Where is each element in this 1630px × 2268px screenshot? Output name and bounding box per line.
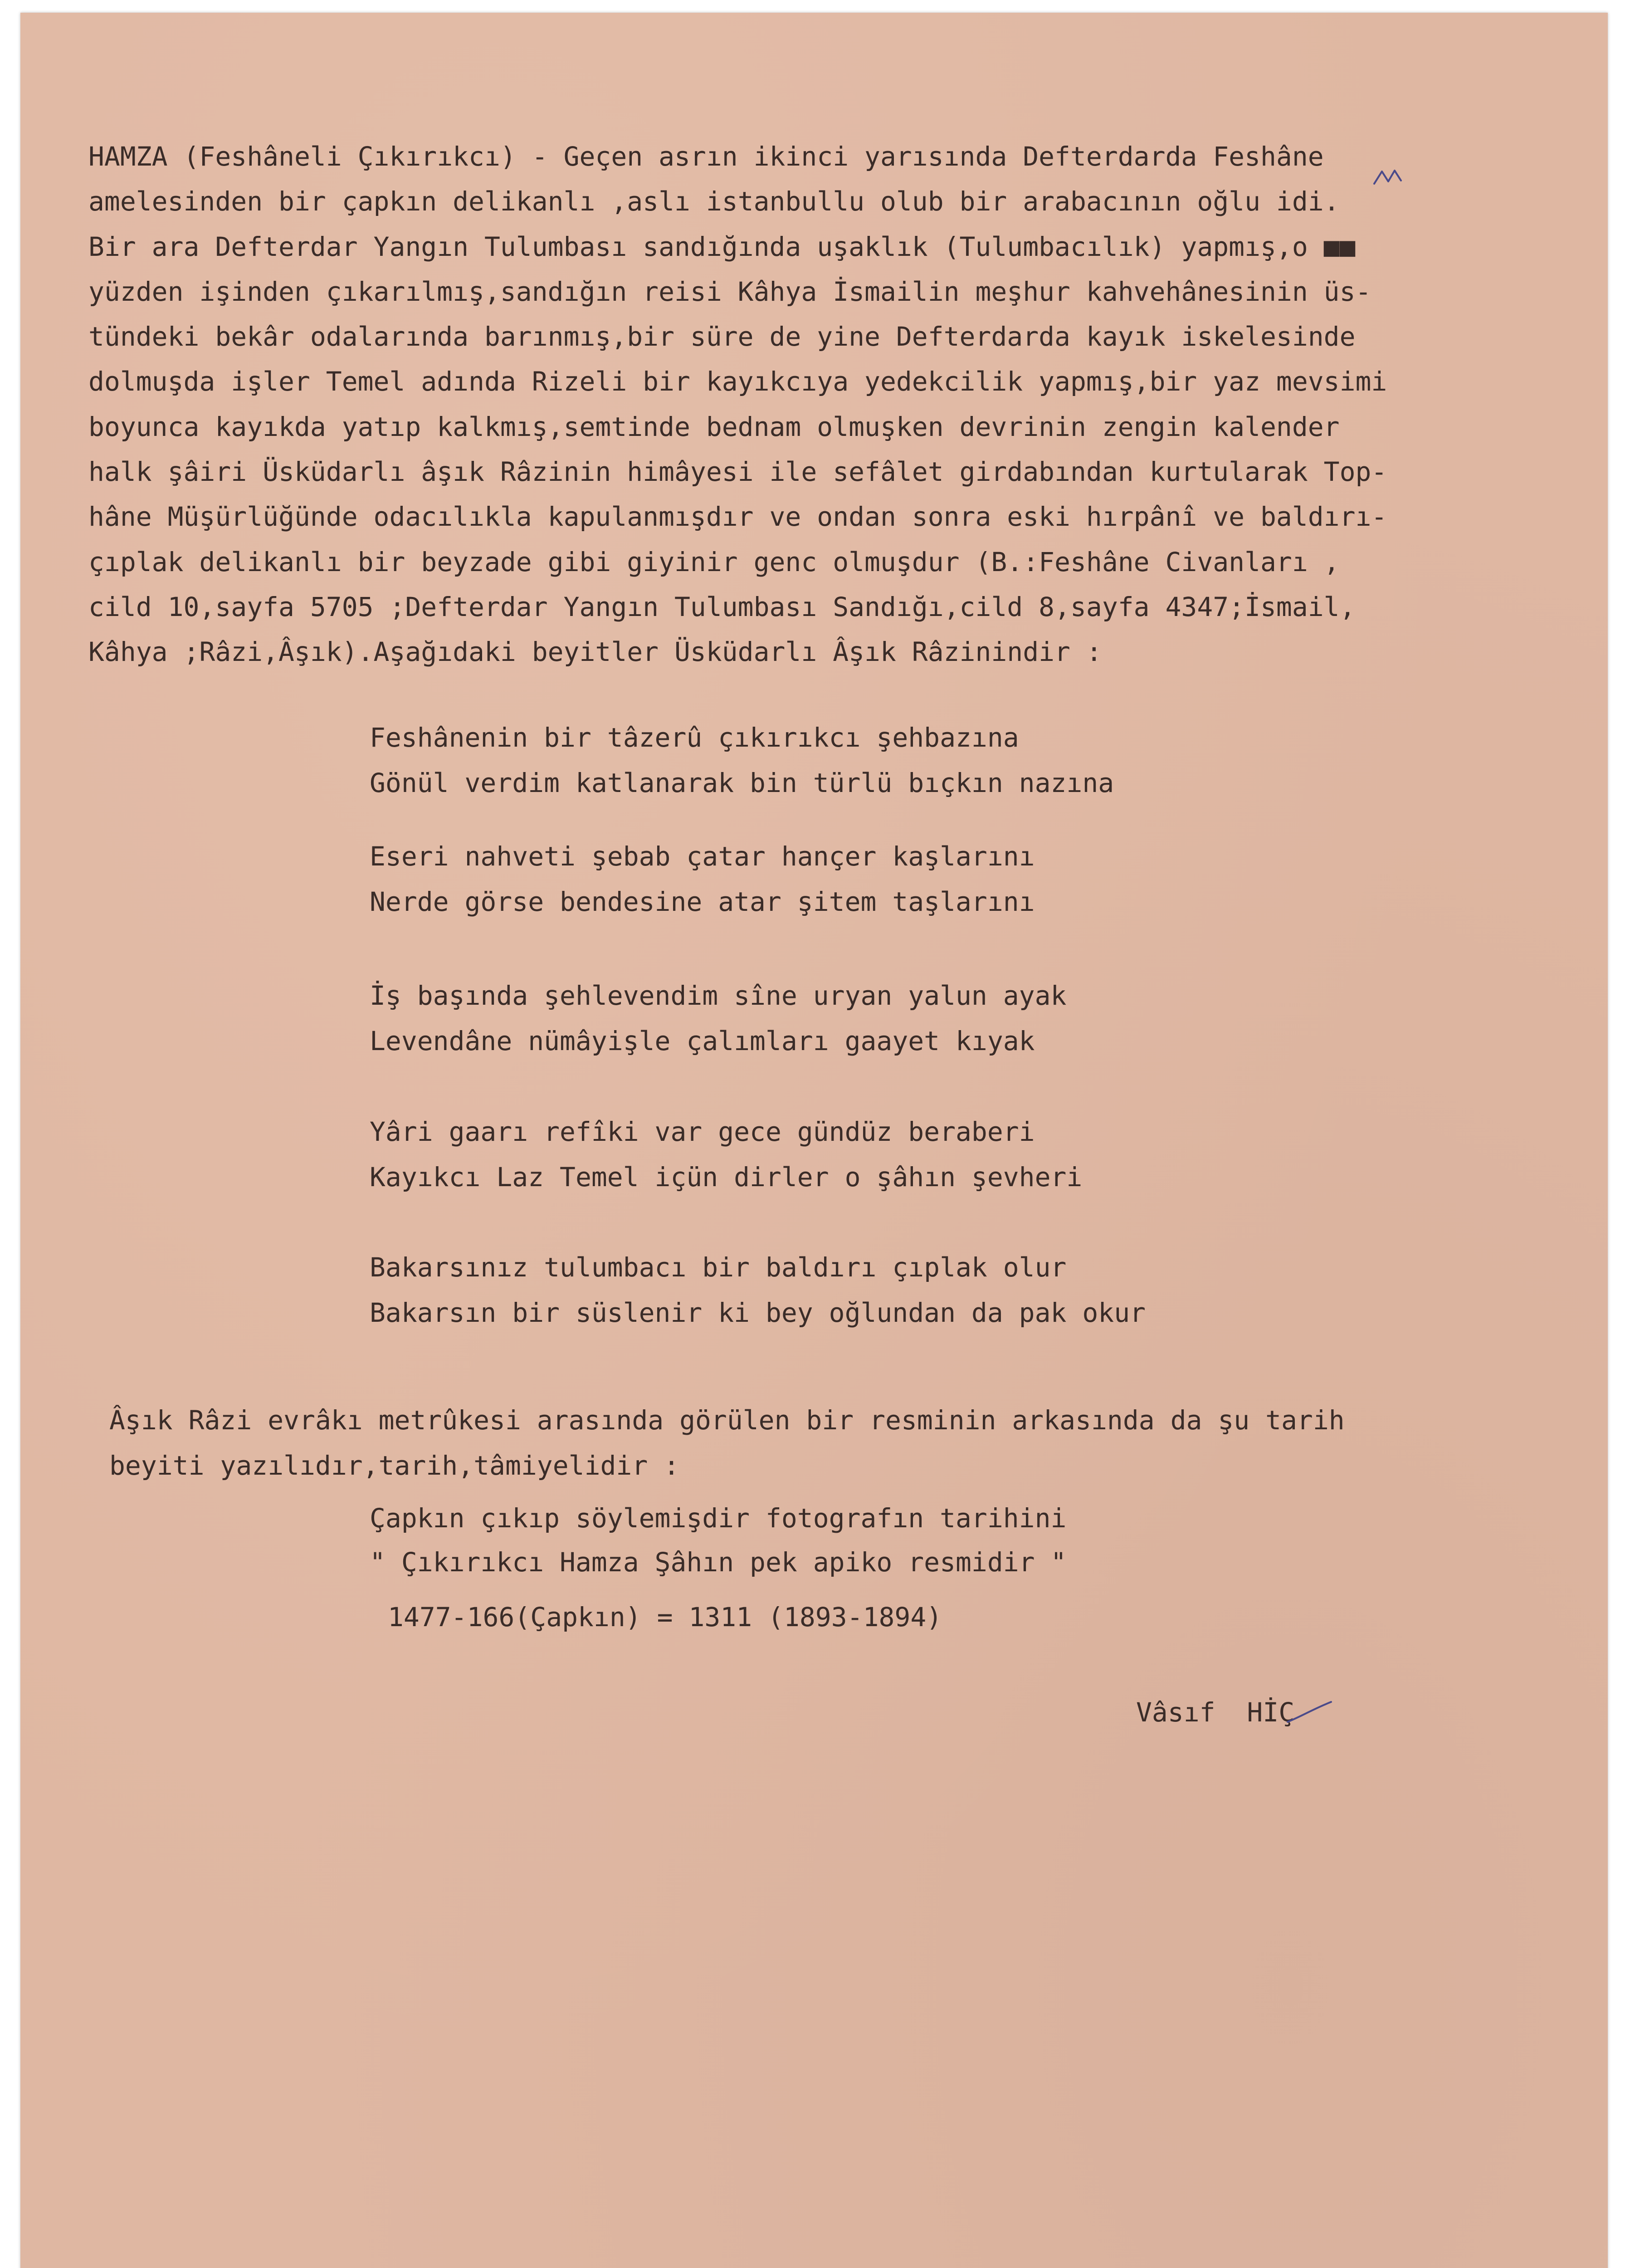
paragraph-line: dolmuşda işler Temel adında Rizeli bir kayıkcıya yedekcilik yapmış,bir yaz mevsimi — [88, 366, 1387, 397]
signature: Vâsıf HİÇ — [1136, 1697, 1295, 1728]
poem-line: Bakarsın bir süslenir ki bey oğlundan da pak okur — [370, 1297, 1146, 1328]
paragraph-line: Âşık Râzi evrâkı metrûkesi arasında görülen bir resminin arkasında da şu tarih — [109, 1405, 1345, 1436]
paragraph-line: tündeki bekâr odalarında barınmış,bir süre de yine Defterdarda kayık iskelesinde — [88, 321, 1356, 352]
paragraph-line: yüzden işinden çıkarılmış,sandığın reisi Kâhya İsmailin meşhur kahvehânesinin üs- — [88, 276, 1371, 307]
poem-stanza — [370, 973, 1066, 1064]
paragraph-line: HAMZA (Feshâneli Çıkırıkcı) - Geçen asrın ikinci yarısında Defterdarda Feshâne — [88, 141, 1324, 172]
poem-stanza — [370, 715, 1114, 806]
tarih-line: " Çıkırıkcı Hamza Şâhın pek apiko resmidir " — [370, 1547, 1067, 1578]
poem-stanza — [370, 1245, 1146, 1335]
poem-line: İş başında şehlevendim sîne uryan yalun ayak — [370, 980, 1067, 1011]
poem-line: Feshânenin bir tâzerû çıkırıkcı şehbazına — [370, 722, 1019, 753]
paragraph-line: amelesinden bir çapkın delikanlı ,aslı istanbullu olub bir arabacının oğlu idi. — [88, 186, 1340, 217]
poem-stanza — [370, 834, 1035, 924]
poem-line: Bakarsınız tulumbacı bir baldırı çıplak olur — [370, 1252, 1067, 1283]
poem-line: Eseri nahveti şebab çatar hançer kaşlarını — [370, 841, 1035, 872]
paragraph-line: hâne Müşürlüğünde odacılıkla kapulanmışdır ve ondan sonra eski hırpânî ve baldırı- — [88, 501, 1387, 533]
paragraph-line: Kâhya ;Râzi,Âşık).Aşağıdaki beyitler Üsküdarlı Âşık Râzinindir : — [88, 636, 1102, 668]
document-page — [20, 13, 1608, 2268]
poem-line: Kayıkcı Laz Temel içün dirler o şâhın şevheri — [370, 1162, 1083, 1193]
closing-paragraph — [109, 1398, 1345, 1488]
paragraph-line: cild 10,sayfa 5705 ;Defterdar Yangın Tulumbası Sandığı,cild 8,sayfa 4347;İsmail, — [88, 591, 1356, 622]
paragraph-line: beyiti yazılıdır,tarih,tâmiyelidir : — [109, 1450, 680, 1481]
date-calculation: 1477-166(Çapkın) = 1311 (1893-1894) — [388, 1602, 942, 1633]
tarih-line: Çapkın çıkıp söylemişdir fotografın tarihini — [370, 1503, 1067, 1534]
handwritten-caret-icon — [1372, 168, 1404, 186]
paragraph-line: halk şâiri Üsküdarlı âşık Râzinin himâyesi ile sefâlet girdabından kurtularak Top- — [88, 456, 1387, 488]
poem-line: Nerde görse bendesine atar şitem taşlarını — [370, 886, 1035, 917]
poem-stanza — [370, 1109, 1082, 1200]
poem-line: Levendâne nümâyişle çalımları gaayet kıyak — [370, 1026, 1035, 1056]
pen-stroke-icon — [1286, 1699, 1333, 1726]
paragraph-line: Bir ara Defterdar Yangın Tulumbası sandığında uşaklık (Tulumbacılık) yapmış,o ■■ — [88, 231, 1356, 262]
tarih-couplet — [370, 1496, 1066, 1584]
paragraph-line: boyunca kayıkda yatıp kalkmış,semtinde bednam olmuşken devrinin zengin kalender — [88, 411, 1340, 442]
paragraph-line: çıplak delikanlı bir beyzade gibi giyinir genc olmuşdur (B.:Feshâne Civanları , — [88, 546, 1340, 577]
poem-line: Gönül verdim katlanarak bin türlü bıçkın nazına — [370, 767, 1114, 798]
intro-paragraph — [88, 134, 1387, 675]
poem-line: Yâri gaarı refîki var gece gündüz beraberi — [370, 1116, 1035, 1147]
